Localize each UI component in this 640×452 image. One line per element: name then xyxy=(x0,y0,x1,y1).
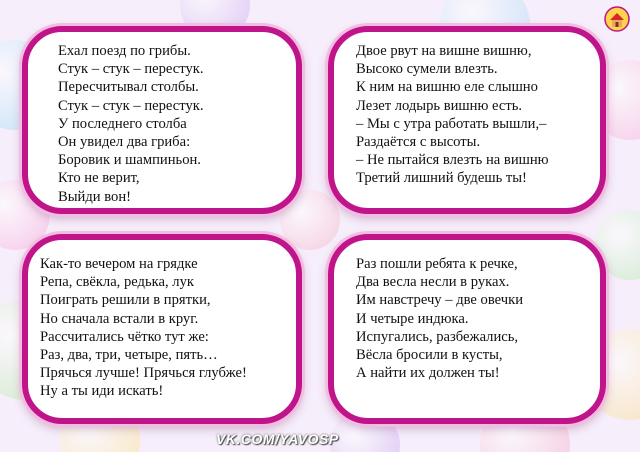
poem-line: Раздаётся с высоты. xyxy=(356,134,481,151)
poem-line: К ним на вишню еле слышно xyxy=(356,79,538,96)
poem-line: Высоко сумели влезть. xyxy=(356,61,498,78)
poem-line: У последнего столба xyxy=(58,115,187,132)
poem-line: Поиграть решили в прятки, xyxy=(40,292,211,309)
poem-line: Но сначала встали в круг. xyxy=(40,310,199,327)
poem-line: Лезет лодырь вишню есть. xyxy=(356,97,523,114)
poem-line: Боровик и шампиньон. xyxy=(58,152,201,169)
watermark-link[interactable]: VK.COM/YAVOSP xyxy=(216,431,339,447)
poem-line: Испугались, разбежались, xyxy=(356,328,519,345)
poem-line: Двое рвут на вишне вишню, xyxy=(356,43,532,59)
poem-line: И четыре индюка. xyxy=(356,310,469,327)
poem-text xyxy=(356,255,588,382)
poem-text xyxy=(356,42,588,188)
poem-line: Раз пошли ребята к речке, xyxy=(356,256,518,272)
poem-line: – Мы с утра работать вышли,– xyxy=(356,115,547,132)
poem-line: Им навстречу – две овечки xyxy=(356,292,524,309)
poem-line: Выйди вон! xyxy=(58,188,131,205)
poem-text xyxy=(40,255,284,401)
poem-line: Репа, свёкла, редька, лук xyxy=(40,274,194,291)
poem-card-2 xyxy=(328,26,606,214)
poem-line: Вёсла бросили в кусты, xyxy=(356,347,503,364)
poem-line: Как-то вечером на грядке xyxy=(40,256,198,272)
poem-line: Третий лишний будешь ты! xyxy=(356,170,527,187)
poem-card-4 xyxy=(328,234,606,424)
poem-line: Прячься лучше! Прячься глубже! xyxy=(40,365,247,382)
poem-line: Он увидел два гриба: xyxy=(58,134,191,151)
poem-line: Раз, два, три, четыре, пять… xyxy=(40,347,218,364)
poem-line: – Не пытайся влезть на вишню xyxy=(356,152,549,169)
poem-line: Рассчитались чётко тут же: xyxy=(40,328,209,345)
poem-text xyxy=(58,42,284,206)
poem-card-3 xyxy=(22,234,302,424)
poem-line: Ехал поезд по грибы. xyxy=(58,43,191,59)
poem-line: Ну а ты иди искать! xyxy=(40,383,164,400)
poem-card-1 xyxy=(22,26,302,214)
house-logo-icon xyxy=(604,6,630,32)
poem-line: Стук – стук – перестук. xyxy=(58,61,204,78)
poem-line: Стук – стук – перестук. xyxy=(58,97,204,114)
poem-line: Пересчитывал столбы. xyxy=(58,79,199,96)
poem-line: Кто не верит, xyxy=(58,170,140,187)
poem-line: Два весла несли в руках. xyxy=(356,274,510,291)
poem-line: А найти их должен ты! xyxy=(356,365,500,382)
